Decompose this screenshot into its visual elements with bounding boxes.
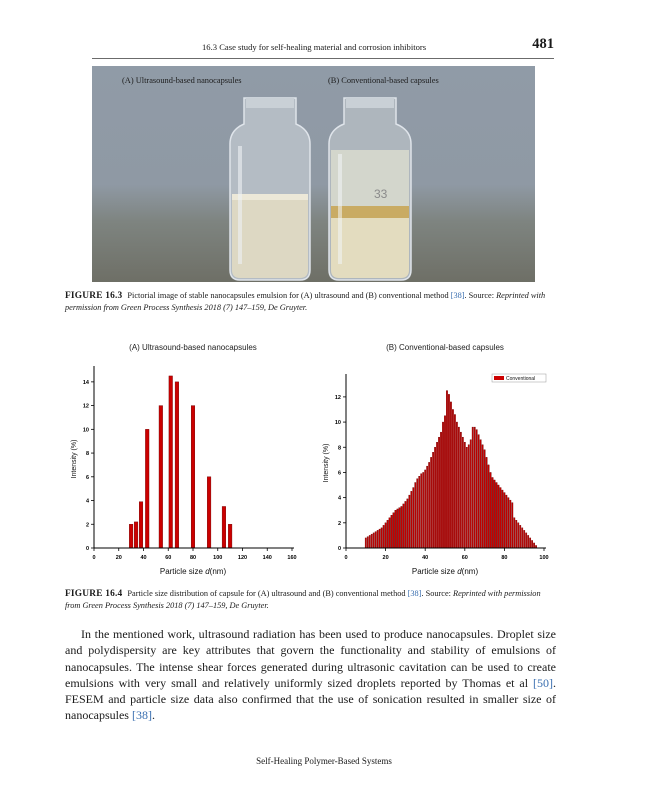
running-title: 16.3 Case study for self-healing material and corrosion inhibitors <box>202 42 427 52</box>
photo-label-a: (A) Ultrasound-based nanocapsules <box>122 76 242 85</box>
chart-a-y-tick-label: 0 <box>85 546 89 552</box>
chart-a-x-tick-label: 160 <box>287 555 297 561</box>
running-header <box>92 38 554 56</box>
chart-b-x-tick-label: 40 <box>422 555 429 561</box>
chart-a-x-tick-label: 0 <box>92 555 96 561</box>
chart-b-legend-label: Conventional <box>506 376 536 382</box>
chart-b-bar <box>516 520 517 548</box>
chart-a-bar <box>228 524 232 548</box>
chart-a-bar <box>145 429 149 548</box>
chart-b-bar <box>454 415 455 548</box>
chart-b-bar <box>383 525 384 548</box>
photo-label-b: (B) Conventional-based capsules <box>328 76 439 85</box>
chart-b-bar <box>494 480 495 548</box>
chart-b-bar <box>397 509 398 548</box>
chart-b-y-tick-label: 4 <box>337 495 341 502</box>
chart-ultrasound-svg <box>64 340 308 584</box>
chart-b-bar <box>434 447 435 548</box>
chart-b-y-tick-label: 12 <box>334 394 341 401</box>
caption-label: FIGURE 16.3 <box>65 291 123 301</box>
chart-b-bar <box>399 508 400 548</box>
chart-b-y-tick-label: 6 <box>337 470 341 477</box>
chart-b-bar <box>452 409 453 548</box>
chart-b-bar <box>458 427 459 548</box>
chart-b-bar <box>377 530 378 548</box>
chart-b-y-tick-label: 8 <box>337 445 341 452</box>
chart-b-bar <box>472 427 473 548</box>
chart-b-x-tick-label: 60 <box>461 555 468 561</box>
chart-a-bar <box>169 376 173 548</box>
chart-b-bar <box>480 440 481 548</box>
caption-text: Particle size distribution of capsule for (A) ultrasound and (B) conventional method <box>127 589 406 598</box>
chart-b-x-label: Particle size d(nm) <box>411 567 479 576</box>
chart-b-bar <box>421 474 422 548</box>
chart-a-x-tick-label: 120 <box>237 555 248 561</box>
chart-b-bar <box>373 533 374 548</box>
chart-a-y-tick-label: 2 <box>85 522 89 529</box>
chart-b-bar <box>391 515 392 548</box>
chart-b-bar <box>438 437 439 548</box>
chart-b-bar <box>478 435 479 548</box>
chart-a-y-tick-label: 8 <box>85 451 89 458</box>
chart-b-bar <box>518 523 519 548</box>
chart-b-bar <box>425 470 426 548</box>
chart-b-bar <box>401 506 402 548</box>
citation-link[interactable]: [38] <box>407 589 422 598</box>
figure-16-4-caption <box>65 588 555 612</box>
vial-marking: 33 <box>374 187 388 201</box>
chart-a-y-tick-label: 6 <box>85 474 89 481</box>
chart-b-bar <box>496 483 497 548</box>
chart-b-bar <box>411 491 412 548</box>
vial-ultrasound <box>220 94 320 282</box>
chart-b-bar <box>444 416 445 548</box>
chart-b-bar <box>375 532 376 548</box>
chart-b-x-tick-label: 0 <box>344 555 348 561</box>
chart-b-y-tick-label: 10 <box>334 420 341 427</box>
chart-b-bar <box>484 450 485 548</box>
chart-b-bar <box>403 504 404 548</box>
chart-b-bar <box>468 445 469 548</box>
chart-b-bar <box>413 488 414 548</box>
chart-a-x-label: Particle size d(nm) <box>159 567 227 576</box>
chart-b-y-tick-label: 2 <box>337 520 341 527</box>
chart-b-bar <box>498 485 499 548</box>
chart-conventional-svg <box>300 340 560 584</box>
chart-a-x-tick-label: 40 <box>140 555 147 561</box>
chart-b-bar <box>428 462 429 548</box>
chart-b-bar <box>365 538 366 548</box>
chart-b-bar <box>405 501 406 548</box>
chart-b-bar <box>508 498 509 548</box>
chart-b-bar <box>500 488 501 548</box>
chart-conventional <box>300 340 560 584</box>
body-paragraph <box>65 626 556 724</box>
chart-a-bar <box>191 406 195 548</box>
chart-b-bar <box>476 430 477 548</box>
chart-b-bar <box>450 402 451 548</box>
caption-label: FIGURE 16.4 <box>65 589 123 599</box>
chart-b-bar <box>415 483 416 548</box>
chart-b-bar <box>395 510 396 548</box>
figure-16-3-caption <box>65 290 555 314</box>
chart-b-bar <box>474 427 475 548</box>
chart-a-bar <box>139 502 143 548</box>
source-prefix: . Source: <box>421 589 454 598</box>
chart-b-x-tick-label: 20 <box>382 555 389 561</box>
chart-b-bar <box>506 495 507 548</box>
chart-b-bar <box>526 533 527 548</box>
chart-b-bar <box>456 422 457 548</box>
citation-link[interactable]: [38] <box>131 708 152 723</box>
body-text-3: . <box>151 708 155 723</box>
chart-b-bar <box>442 422 443 548</box>
chart-a-y-tick-label: 14 <box>82 379 89 386</box>
page-number: 481 <box>532 36 554 52</box>
chart-b-bar <box>393 513 394 548</box>
chart-b-bar <box>446 391 447 548</box>
chart-b-bar <box>512 503 513 548</box>
source-prefix: . Source: <box>464 291 497 300</box>
chart-a-y-tick-label: 12 <box>82 403 89 410</box>
body-text-1: In the mentioned work, ultrasound radiation has been used to produce nanocapsules. Droplet size and polydispersity are key attributes that govern the functionality and stability of emulsions of nanocapsules. The intense shear forces generated during ultrasonic cavitation can be used to create emulsions with very small and relatively uniformly sized droplets reported by Thomas et al <box>65 627 556 690</box>
footer-book-title: Self-Healing Polymer-Based Systems <box>256 756 392 766</box>
chart-b-bar <box>470 440 471 548</box>
chart-b-y-label: Intensity (%) <box>323 443 330 483</box>
figure-16-3-photo <box>92 66 535 282</box>
chart-b-bar <box>448 394 449 548</box>
chart-a-bar <box>207 477 211 548</box>
chart-a-y-tick-label: 10 <box>82 427 89 434</box>
chart-b-bar <box>432 452 433 548</box>
chart-b-bar <box>524 530 525 548</box>
header-rule <box>92 58 554 59</box>
chart-b-bar <box>436 442 437 548</box>
chart-b-x-tick-label: 100 <box>539 555 549 561</box>
chart-a-bar <box>222 506 226 548</box>
chart-b-bar <box>527 535 528 548</box>
chart-b-bar <box>466 447 467 548</box>
chart-b-bar <box>423 472 424 548</box>
chart-a-x-tick-label: 100 <box>213 555 223 561</box>
chart-a-title: (A) Ultrasound-based nanocapsules <box>129 343 257 352</box>
chart-a-y-tick-label: 4 <box>85 498 89 505</box>
chart-b-bar <box>502 490 503 548</box>
citation-link[interactable]: [50] <box>533 675 553 690</box>
caption-source: Reprinted with permission from Green Process Synthesis 2018 (7) 147–159, De Gruyter. <box>65 589 541 610</box>
chart-b-bar <box>385 523 386 548</box>
chart-b-bar <box>486 457 487 548</box>
chart-b-bar <box>490 472 491 548</box>
chart-b-bar <box>462 437 463 548</box>
chart-b-bar <box>522 528 523 548</box>
chart-b-bar <box>371 534 372 548</box>
chart-b-bar <box>440 432 441 548</box>
chart-a-bar <box>134 522 138 548</box>
chart-a-y-label: Intensity (%) <box>71 439 78 479</box>
chart-b-bar <box>379 529 380 548</box>
chart-b-bar <box>482 445 483 548</box>
caption-source: Reprinted with permission from Green Process Synthesis 2018 (7) 147–159, De Gruyter. <box>65 291 546 312</box>
chart-b-bar <box>427 466 428 548</box>
chart-a-bar <box>129 524 133 548</box>
chart-b-bar <box>520 525 521 548</box>
chart-b-bar <box>464 442 465 548</box>
chart-b-bar <box>417 479 418 548</box>
chart-b-bar <box>381 528 382 548</box>
chart-a-x-tick-label: 20 <box>115 555 122 561</box>
chart-a-x-tick-label: 140 <box>262 555 272 561</box>
chart-ultrasound <box>64 340 308 584</box>
chart-b-bar <box>407 499 408 548</box>
chart-a-x-tick-label: 80 <box>189 555 197 561</box>
chart-a-x-tick-label: 60 <box>165 555 172 561</box>
chart-b-x-tick-label: 80 <box>501 555 508 561</box>
citation-link[interactable]: [38] <box>450 291 465 300</box>
chart-b-bar <box>419 476 420 548</box>
chart-a-bar <box>159 406 163 548</box>
chart-b-bar <box>533 543 534 548</box>
chart-b-title: (B) Conventional-based capsules <box>386 343 504 352</box>
chart-b-bar <box>389 518 390 548</box>
chart-b-bar <box>369 535 370 548</box>
chart-b-bar <box>514 518 515 548</box>
chart-b-bar <box>504 493 505 548</box>
chart-b-bar <box>529 538 530 548</box>
chart-b-bar <box>510 500 511 548</box>
chart-b-bar <box>531 540 532 548</box>
chart-b-bar <box>367 537 368 548</box>
chart-b-bar <box>387 520 388 548</box>
vial-conventional <box>318 94 422 282</box>
chart-b-bar <box>492 477 493 548</box>
chart-b-bar <box>409 495 410 548</box>
chart-b-bar <box>488 465 489 548</box>
chart-b-bar <box>430 457 431 548</box>
caption-text: Pictorial image of stable nanocapsules emulsion for (A) ultrasound and (B) conventional method <box>127 291 449 300</box>
chart-a-bar <box>175 382 179 548</box>
chart-b-y-tick-label: 0 <box>337 546 341 552</box>
chart-b-bar <box>460 432 461 548</box>
body-text-2: . FESEM and particle size data also confirmed that the use of sonication resulted in smaller size of nanocapsules <box>65 675 556 723</box>
chart-b-legend-swatch <box>494 376 504 380</box>
